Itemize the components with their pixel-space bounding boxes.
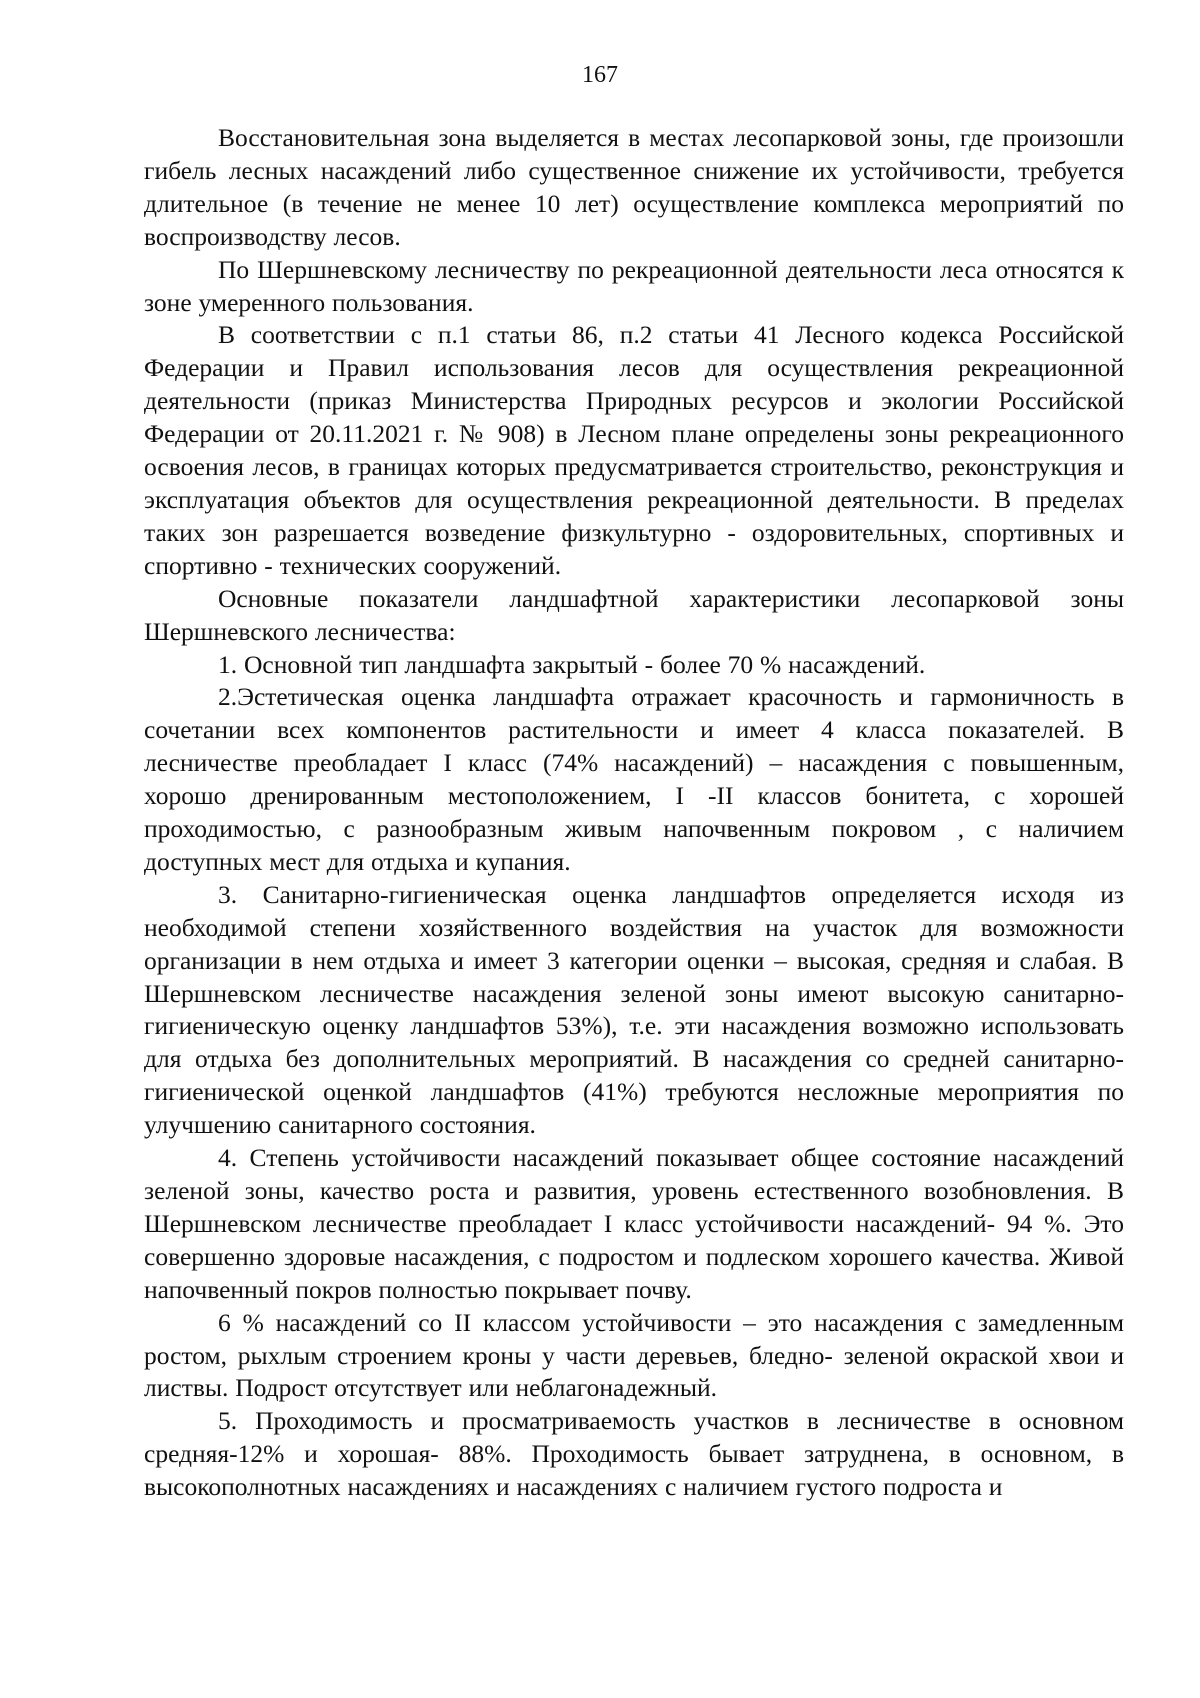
page-number: 167	[582, 62, 618, 88]
list-item-stability: 4. Степень устойчивости насаждений показывает общее состояние насаждений зеленой зоны, качество роста и развития, уровень естественного возобновления. В Шершневском лесничестве преобладает I класс устойчивости насаждений- 94 %. Это совершенно здоровые насаждения, с подростом и подлеском хорошего качества. Живой напочвенный покров полностью покрывает почву.	[144, 1143, 1124, 1304]
list-item-sanitary-assessment: 3. Санитарно-гигиеническая оценка ландшафтов определяется исходя из необходимой степени хозяйственного воздействия на участок для возможности организации в нем отдыха и имеет 3 категории оценки – высокая, средняя и слабая. В Шершневском лесничестве насаждения зеленой зоны имеют высокую санитарно-гигиеническую оценку ландшафтов 53%), т.е. эти насаждения возможно использовать для отдыха без дополнительных мероприятий. В насаждения со средней санитарно-гигиенической оценкой ландшафтов (41%) требуются несложные мероприятия по улучшению санитарного состояния.	[144, 879, 1124, 1140]
body-text	[144, 122, 1124, 1504]
paragraph-stability-class-two: 6 % насаждений со II классом устойчивости – это насаждения с замедленным ростом, рыхлым строением кроны у части деревьев, бледно- зеленой окраской хвои и листвы. Подрост отсутствует или неблагонадежный.	[144, 1307, 1124, 1403]
paragraph-landscape-indicators: Основные показатели ландшафтной характеристики лесопарковой зоны Шершневского лесничества:	[144, 583, 1124, 646]
list-item-aesthetic-assessment: 2.Эстетическая оценка ландшафта отражает красочность и гармоничность в сочетании всех компонентов растительности и имеет 4 класса показателей. В лесничестве преобладает I класс (74% насаждений) – насаждения с повышенным, хорошо дренированным местоположением, I -II классов бонитета, с хорошей проходимостью, с разнообразным живым напочвенным покровом , с наличием доступных мест для отдыха и купания.	[144, 682, 1124, 876]
list-item-landscape-type: 1. Основной тип ландшафта закрытый - более 70 % насаждений.	[218, 649, 926, 679]
paragraph-moderate-use-zone: По Шершневскому лесничеству по рекреационной деятельности леса относятся к зоне умеренного пользования.	[144, 254, 1124, 317]
list-item-passability: 5. Проходимость и просматриваемость участков в лесничестве в основном средняя-12% и хорошая- 88%. Проходимость бывает затруднена, в основном, в высокополнотных насаждениях и насаждениях с наличием густого подроста и	[144, 1406, 1124, 1502]
paragraph-recreational-zones: В соответствии с п.1 статьи 86, п.2 статьи 41 Лесного кодекса Российской Федерации и Правил использования лесов для осуществления рекреационной деятельности (приказ Министерства Природных ресурсов и экологии Российской Федерации от 20.11.2021 г. № 908) в Лесном плане определены зоны рекреационного освоения лесов, в границах которых предусматривается строительство, реконструкция и эксплуатация объектов для осуществления рекреационной деятельности. В пределах таких зон разрешается возведение физкультурно - оздоровительных, спортивных и спортивно - технических сооружений.	[144, 320, 1124, 580]
paragraph-restoration-zone: Восстановительная зона выделяется в местах лесопарковой зоны, где произошли гибель лесных насаждений либо существенное снижение их устойчивости, требуется длительное (в течение не менее 10 лет) осуществление комплекса мероприятий по воспроизводству лесов.	[144, 123, 1124, 251]
